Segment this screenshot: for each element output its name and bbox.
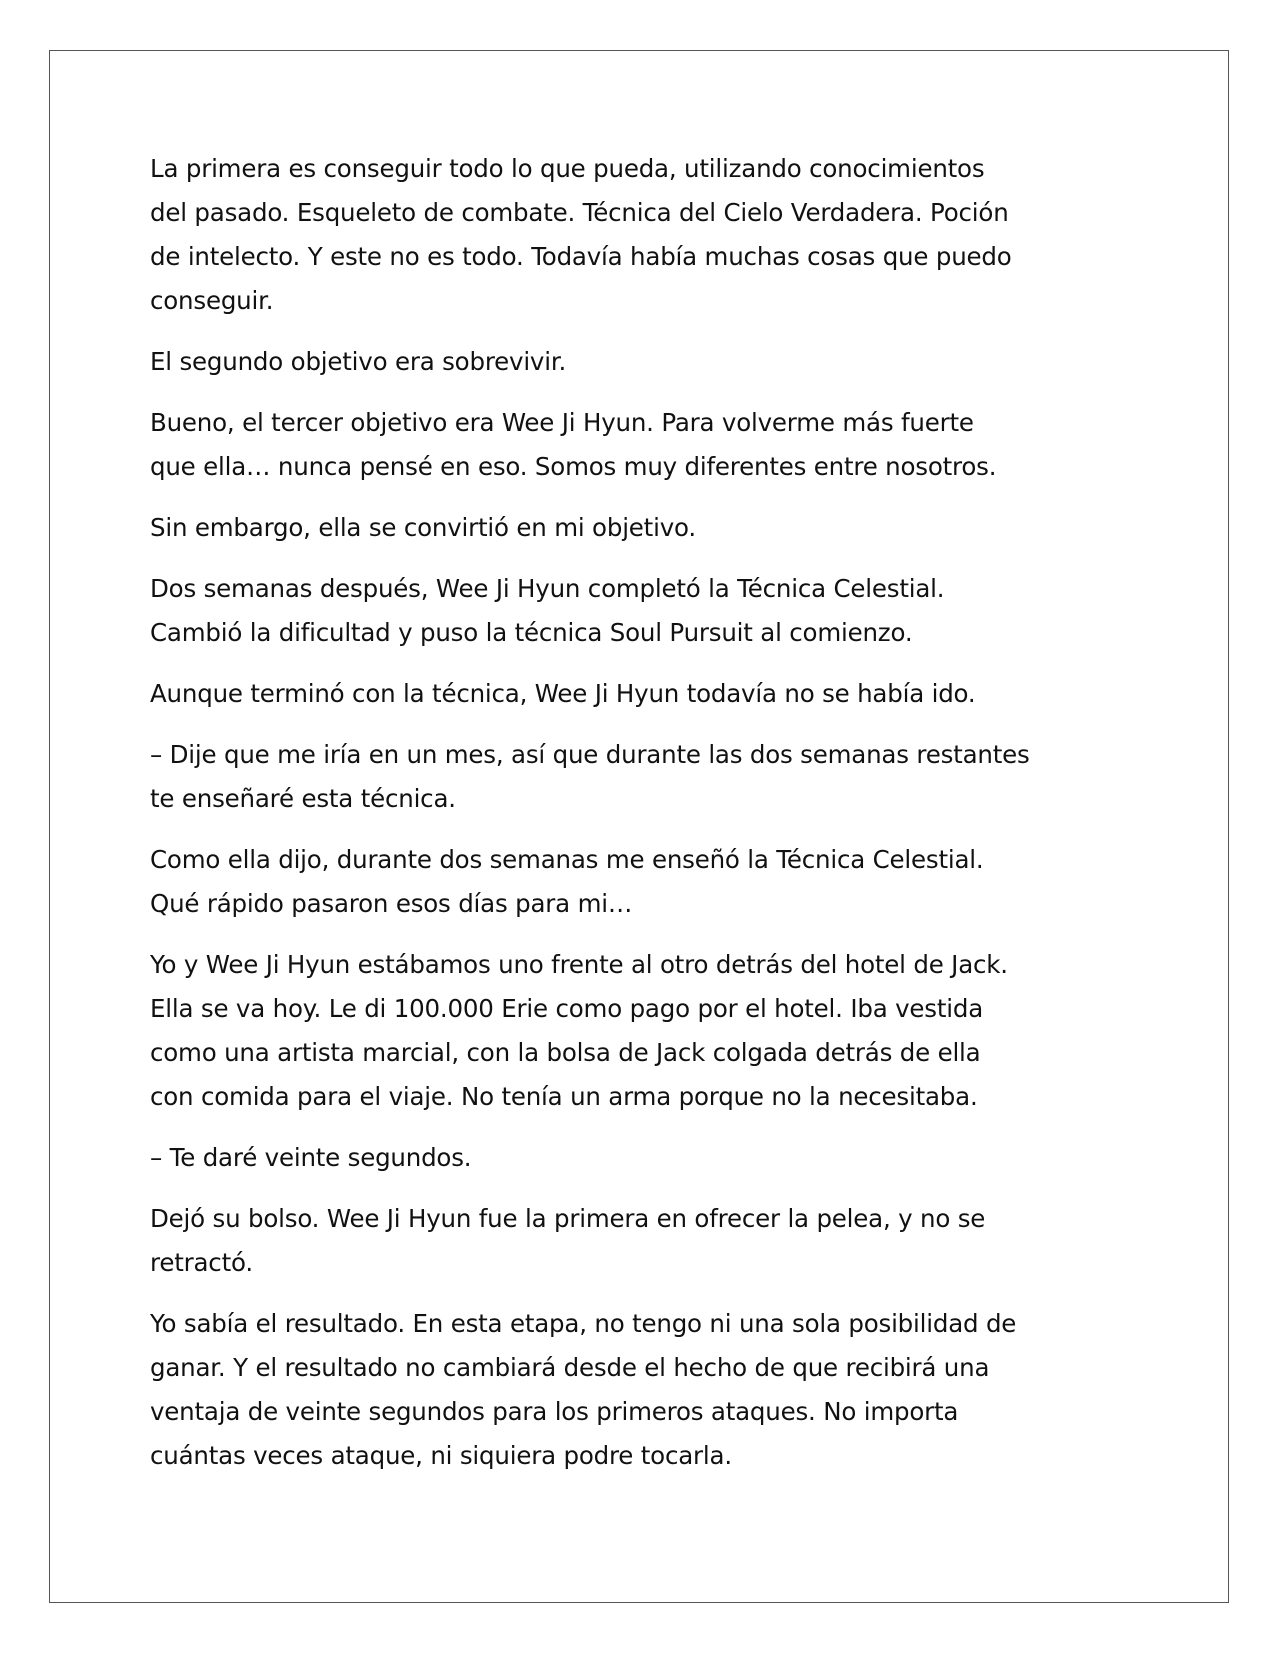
paragraph-11 [150,1197,1150,1285]
text-line: Qué rápido pasaron esos días para mi… [150,889,633,918]
text-line: Dejó su bolso. Wee Ji Hyun fue la primera en ofrecer la pelea, y no se [150,1204,986,1233]
text-line: Cambió la dificultad y puso la técnica Soul Pursuit al comienzo. [150,618,913,647]
paragraph-8 [150,838,1150,926]
text-line: – Te daré veinte segundos. [150,1143,472,1172]
paragraph-7 [150,733,1150,821]
text-line: te enseñaré esta técnica. [150,784,456,813]
text-line: Sin embargo, ella se convirtió en mi objetivo. [150,513,696,542]
text-line: Aunque terminó con la técnica, Wee Ji Hyun todavía no se había ido. [150,679,976,708]
text-line: de intelecto. Y este no es todo. Todavía había muchas cosas que puedo [150,242,1012,271]
text-line: Yo sabía el resultado. En esta etapa, no tengo ni una sola posibilidad de [150,1309,1017,1338]
text-line: conseguir. [150,286,274,315]
text-line: cuántas veces ataque, ni siquiera podre tocarla. [150,1441,732,1470]
document-body [150,147,1150,1495]
text-line: del pasado. Esqueleto de combate. Técnica del Cielo Verdadera. Poción [150,198,1009,227]
text-line: Como ella dijo, durante dos semanas me enseñó la Técnica Celestial. [150,845,984,874]
text-line: El segundo objetivo era sobrevivir. [150,347,567,376]
text-line: ventaja de veinte segundos para los primeros ataques. No importa [150,1397,959,1426]
paragraph-1 [150,147,1150,323]
paragraph-6 [150,672,1150,716]
paragraph-4 [150,506,1150,550]
text-line: Yo y Wee Ji Hyun estábamos uno frente al otro detrás del hotel de Jack. [150,950,1008,979]
text-line: – Dije que me iría en un mes, así que durante las dos semanas restantes [150,740,1030,769]
text-line: La primera es conseguir todo lo que pueda, utilizando conocimientos [150,154,985,183]
text-line: Dos semanas después, Wee Ji Hyun completó la Técnica Celestial. [150,574,945,603]
text-line: que ella… nunca pensé en eso. Somos muy diferentes entre nosotros. [150,452,997,481]
paragraph-3 [150,401,1150,489]
paragraph-5 [150,567,1150,655]
text-line: Bueno, el tercer objetivo era Wee Ji Hyun. Para volverme más fuerte [150,408,974,437]
text-line: como una artista marcial, con la bolsa de Jack colgada detrás de ella [150,1038,981,1067]
text-line: Ella se va hoy. Le di 100.000 Erie como pago por el hotel. Iba vestida [150,994,984,1023]
paragraph-2 [150,340,1150,384]
paragraph-9 [150,943,1150,1119]
text-line: retractó. [150,1248,253,1277]
paragraph-12 [150,1302,1150,1478]
text-line: con comida para el viaje. No tenía un arma porque no la necesitaba. [150,1082,978,1111]
paragraph-10 [150,1136,1150,1180]
text-line: ganar. Y el resultado no cambiará desde el hecho de que recibirá una [150,1353,990,1382]
